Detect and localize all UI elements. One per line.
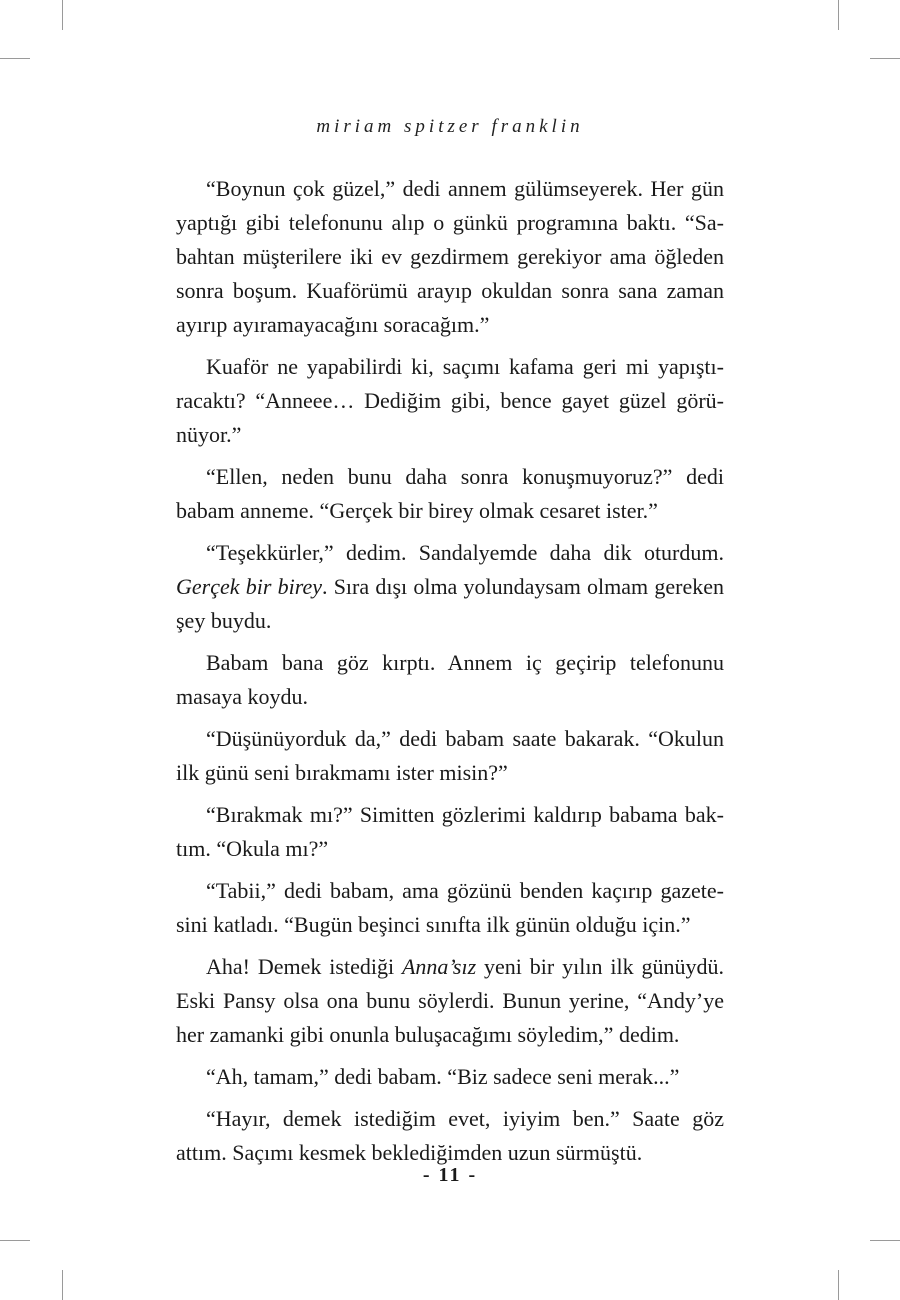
crop-mark-top-left [62, 0, 63, 30]
paragraph [176, 536, 724, 638]
running-head: miriam spitzer franklin [316, 116, 584, 137]
paragraph [176, 950, 724, 1052]
crop-mark-bottom-left-h [0, 1240, 30, 1241]
paragraph: “Ellen, neden bunu daha sonra konuşmuyoruz?” dedi babam anneme. “Gerçek bir birey olmak cesaret ister.” [176, 464, 724, 523]
paragraph: “Bırakmak mı?” Simitten gözlerimi kaldırıp babama baktım. “Okula mı?” [176, 802, 724, 861]
paragraph: Babam bana göz kırptı. Annem iç geçirip telefonunu masaya koydu. [176, 650, 724, 709]
crop-mark-bottom-right-h [870, 1240, 900, 1241]
italic-phrase: Anna’sız [401, 954, 477, 979]
crop-mark-top-right-h [870, 58, 900, 59]
paragraph-text: Aha! Demek istediği [206, 954, 402, 979]
paragraph-text: yeni bir yılın ilk günüydü. Eski Pansy olsa ona bunu söylerdi. Bunun yerine, “Andy’ye her zamanki gibi onunla buluşacağımı söyledim,” dedim. [176, 954, 724, 1047]
paragraph: “Hayır, demek istediğim evet, iyiyim ben.” Saate göz attım. Saçımı kesmek beklediğimden uzun sürmüştü. [176, 1106, 724, 1165]
crop-mark-top-left-h [0, 58, 30, 59]
paragraph: “Düşünüyorduk da,” dedi babam saate bakarak. “Okulun ilk günü seni bırakmamı ister misin?” [176, 726, 724, 785]
paragraph: “Ah, tamam,” dedi babam. “Biz sadece seni merak...” [206, 1064, 680, 1089]
paragraph: Kuaför ne yapabilirdi ki, saçımı kafama geri mi yapıştıracaktı? “Anneee… Dediğim gibi, bence gayet güzel görünüyor.” [176, 354, 724, 447]
crop-mark-top-right [838, 0, 839, 30]
body-text [176, 172, 724, 1178]
paragraph: “Boynun çok güzel,” dedi annem gülümseyerek. Her gün yaptığı gibi telefonunu alıp o günkü programına baktı. “Sabahtan müşterilere iki ev gezdirmem gerekiyor ama öğleden sonra boşum. Kuaförümü arayıp okuldan sonra sana zaman ayırıp ayıramayacağını soracağım.” [176, 176, 724, 337]
paragraph-text: . Sıra dışı olma yolundaysam olmam gereken şey buydu. [176, 574, 724, 633]
paragraph: “Tabii,” dedi babam, ama gözünü benden kaçırıp gazetesini katladı. “Bugün beşinci sınıfta ilk günün olduğu için.” [176, 878, 724, 937]
italic-phrase: Gerçek bir birey [176, 574, 322, 599]
paragraph-text: “Teşekkürler,” dedim. Sandalyemde daha dik oturdum. [206, 540, 724, 565]
page-number: - 11 - [422, 1164, 478, 1186]
crop-mark-bottom-left [62, 1270, 63, 1300]
crop-mark-bottom-right [838, 1270, 839, 1300]
